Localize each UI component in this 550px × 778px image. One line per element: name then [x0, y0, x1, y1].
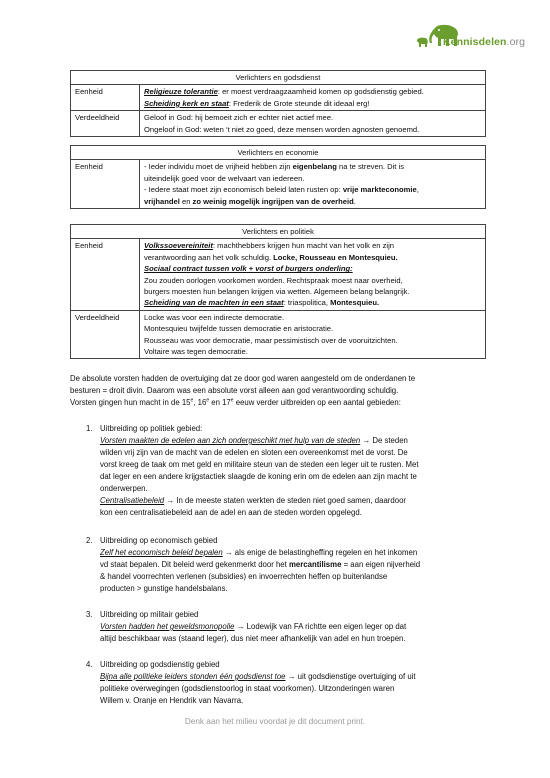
list-item-title: Uitbreiding op politiek gebied: [100, 424, 203, 433]
footer-note: Denk aan het milieu voordat je dit document print. [184, 717, 366, 726]
table-header: Verlichters en economie [71, 146, 486, 160]
table-godsdienst [70, 70, 486, 137]
list-item-title: Uitbreiding op economisch gebied [100, 536, 218, 545]
list-item-body: Bijna alle politieke leiders stonden één godsdienst toe → uit godsdienstige overtuiging of uit politieke overwegingen (godsdienstoorlog in staat voorkomen). Uitzonderingen waren Willem v. Oranje en Hendrik van Navarra. [100, 672, 416, 705]
arrow-right-icon: → [166, 496, 175, 505]
list-item-title: Uitbreiding op godsdienstig gebied [100, 660, 220, 669]
arrow-right-icon: → [362, 436, 371, 445]
table-economie [70, 145, 486, 209]
row-label: Verdeeldheid [71, 111, 140, 137]
arrow-right-icon: → [287, 672, 296, 681]
intro-paragraph: De absolute vorsten hadden de overtuiging dat ze door god waren aangesteld om de onderdanen te besturen = droit divin. Daarom was een absolute vorst alleen aan god verantwoording schuldig. Vorsten gingen hun macht in de 15e, 16e en 17e eeuw verder uitbreiden op een aantal gebieden: [70, 374, 416, 407]
table-row [71, 111, 486, 137]
row-content: Volkssoevereiniteit: machthebbers krijgen hun macht van het volk en zijn verantwoording aan het volk schuldig. Locke, Rousseau en Montesquieu. Sociaal contract tussen volk + vorst of burgers onderling: Zou zouden oorlogen voorkomen worden. Rechtspraak moest naar overheid, burgers moesten hun belangen krijgen via wetten. Algemeen belang belangrijk. Scheiding van de machten in een staat: triaspolitica, Montesquieu. [140, 239, 486, 310]
row-content: Religieuze tolerantie: er moest verdraagzaamheid komen op godsdienstig gebied. Scheiding kerk en staat: Frederik de Grote steunde dit ideaal erg! [140, 85, 486, 111]
table-header: Verlichters en politiek [71, 225, 486, 239]
small-elephant-icon [415, 36, 429, 48]
row-content: Geloof in God: hij bemoeit zich er echter niet actief mee. Ongeloof in God: weten ‘t niet zo goed, deze mensen worden agnosten genoemd. [140, 111, 486, 137]
list-item-body: Vorsten hadden het geweldsmonopolie → Lodewijk van FA richtte een eigen leger op dat altijd beschikbaar was (staand leger), dus niet meer afhankelijk van adel en hun troepen. [100, 622, 407, 643]
arrow-right-icon: → [236, 622, 245, 631]
list-item-title: Uitbreiding op militair gebied [100, 610, 199, 619]
row-label: Verdeeldheid [71, 310, 140, 359]
table-row [71, 160, 486, 209]
kennisdelen-logo [425, 24, 543, 54]
list-item-body: Zelf het economisch beleid bepalen → als enige de belastingheffing regelen en het inkomen vd staat bepalen. Dit beleid werd gekenmerkt door het mercantilisme = aan eigen nijverheid & handel voorrechten verlenen (subsidies) en invoerrechten heffen op buitenlandse producten > gunstige handelsbalans. [100, 548, 421, 593]
row-label: Eenheid [71, 160, 140, 209]
table-row [71, 310, 486, 359]
row-label: Eenheid [71, 239, 140, 310]
table-politiek [70, 224, 486, 359]
table-row [71, 85, 486, 111]
row-content: Locke was voor een indirecte democratie. Montesquieu twijfelde tussen democratie en aristocratie. Rousseau was voor democratie, maar pessimistisch over de vooruitzichten. Voltaire was tegen democratie. [140, 310, 486, 359]
list-item-body: Vorsten maakten de edelen aan zich ondergeschikt met hulp van de steden → De steden wilden vrij zijn van de macht van de edelen en sloten een overeenkomst met de vorst. De vorst kreeg de taak om met geld en militaire steun van de steden een leger uit te rusten. Met dat leger en een andere krijgstactiek slaagde de koning erin om de edelen aan zijn macht te onderwerpen. Centralisatiebeleid → In de meeste staten werkten de steden niet goed samen, daardoor kon een centralisatiebeleid aan de adel en aan de steden worden opgelegd. [100, 436, 419, 517]
table-header: Verlichters en godsdienst [71, 71, 486, 85]
brand-name: Kennisdelen.org [443, 36, 526, 48]
row-content: - Ieder individu moet de vrijheid hebben zijn eigenbelang na te streven. Dit is uiteindelijk goed voor de welvaart van iedereen. - Iedere staat moet zijn economisch beleid laten rusten op: vrije markteconomie, vrijhandel en zo weinig mogelijk ingrijpen van de overheid. [140, 160, 486, 209]
arrow-right-icon: → [224, 548, 233, 557]
table-row [71, 239, 486, 310]
row-label: Eenheid [71, 85, 140, 111]
